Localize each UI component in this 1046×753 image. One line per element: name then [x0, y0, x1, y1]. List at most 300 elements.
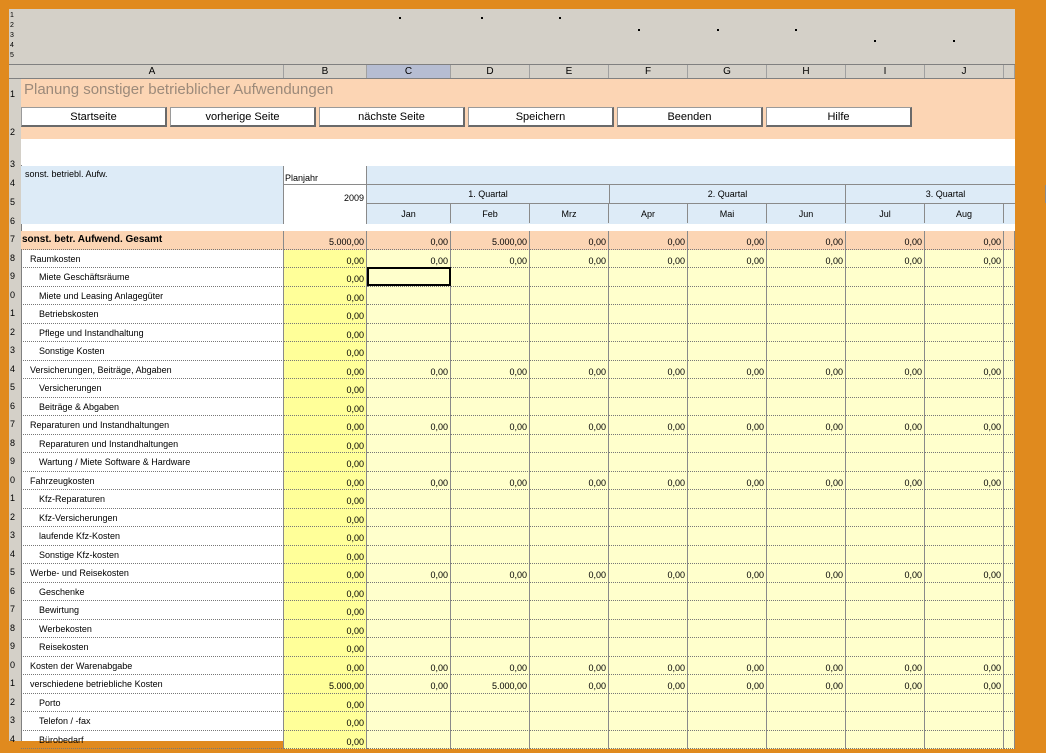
month-cell[interactable]	[609, 453, 688, 472]
month-cell-partial[interactable]	[1004, 250, 1015, 269]
month-cell[interactable]: 0,00	[367, 416, 451, 435]
month-cell[interactable]	[767, 398, 846, 417]
row-label[interactable]: Telefon / -fax	[21, 712, 284, 731]
month-cell[interactable]	[367, 342, 451, 361]
month-cell[interactable]	[925, 620, 1004, 639]
row-label[interactable]: Beiträge & Abgaben	[21, 398, 284, 417]
row-header[interactable]: 4	[10, 733, 16, 744]
month-cell[interactable]: 5.000,00	[451, 231, 530, 250]
month-cell[interactable]	[530, 268, 609, 287]
month-cell[interactable]: 0,00	[688, 472, 767, 491]
month-cell[interactable]	[846, 268, 925, 287]
month-cell-partial[interactable]	[1004, 601, 1015, 620]
month-cell[interactable]: 0,00	[688, 231, 767, 250]
month-cell[interactable]	[925, 694, 1004, 713]
row-label[interactable]: Raumkosten	[21, 250, 284, 269]
month-cell[interactable]	[451, 379, 530, 398]
month-cell[interactable]	[367, 287, 451, 306]
row-header[interactable]: 0	[10, 659, 16, 670]
month-cell[interactable]	[767, 435, 846, 454]
month-cell[interactable]	[846, 490, 925, 509]
row-header[interactable]: 0	[10, 474, 16, 485]
month-cell[interactable]: 0,00	[530, 361, 609, 380]
row-header[interactable]: 4	[10, 548, 16, 559]
month-cell[interactable]: 0,00	[530, 250, 609, 269]
plan-year-cell[interactable]: 0,00	[284, 583, 367, 602]
month-cell[interactable]	[530, 620, 609, 639]
month-cell[interactable]	[609, 379, 688, 398]
month-cell[interactable]: 0,00	[609, 361, 688, 380]
month-cell[interactable]	[530, 694, 609, 713]
outline-marker[interactable]	[717, 29, 719, 31]
row-label[interactable]: Bewirtung	[21, 601, 284, 620]
row-header[interactable]: 8	[10, 252, 16, 263]
plan-year-cell[interactable]: 0,00	[284, 620, 367, 639]
month-cell[interactable]	[609, 694, 688, 713]
month-cell-partial[interactable]	[1004, 527, 1015, 546]
row-header[interactable]: 0	[10, 289, 16, 300]
month-cell[interactable]	[925, 287, 1004, 306]
month-cell[interactable]: 0,00	[767, 231, 846, 250]
month-cell[interactable]: 0,00	[846, 231, 925, 250]
plan-year-cell[interactable]: 0,00	[284, 287, 367, 306]
row-label[interactable]: Versicherungen, Beiträge, Abgaben	[21, 361, 284, 380]
month-cell[interactable]	[767, 546, 846, 565]
month-cell[interactable]: 0,00	[846, 416, 925, 435]
month-cell[interactable]	[925, 601, 1004, 620]
month-cell-partial[interactable]	[1004, 620, 1015, 639]
month-cell[interactable]	[688, 324, 767, 343]
month-cell[interactable]	[767, 638, 846, 657]
month-cell[interactable]	[767, 694, 846, 713]
row-label[interactable]: Miete und Leasing Anlagegüter	[21, 287, 284, 306]
month-cell[interactable]: 0,00	[846, 657, 925, 676]
month-cell[interactable]	[767, 601, 846, 620]
row-header[interactable]: 6	[10, 216, 16, 226]
row-header[interactable]: 7	[10, 604, 16, 614]
month-cell[interactable]	[767, 527, 846, 546]
month-cell[interactable]: 0,00	[925, 250, 1004, 269]
month-cell[interactable]: 0,00	[925, 361, 1004, 380]
month-cell[interactable]	[767, 268, 846, 287]
month-cell[interactable]	[846, 527, 925, 546]
plan-year-cell[interactable]: 0,00	[284, 379, 367, 398]
row-header[interactable]: 9	[10, 456, 16, 466]
month-cell[interactable]	[451, 305, 530, 324]
month-cell[interactable]	[688, 490, 767, 509]
month-cell[interactable]	[530, 398, 609, 417]
month-cell[interactable]	[688, 509, 767, 528]
month-cell[interactable]	[767, 509, 846, 528]
row-label[interactable]: verschiedene betriebliche Kosten	[21, 675, 284, 694]
month-cell[interactable]	[451, 324, 530, 343]
outline-marker[interactable]	[559, 17, 561, 19]
month-cell[interactable]	[767, 453, 846, 472]
month-cell[interactable]	[451, 453, 530, 472]
plan-year-cell[interactable]: 0,00	[284, 324, 367, 343]
month-cell[interactable]: 0,00	[367, 361, 451, 380]
column-header-b[interactable]: B	[284, 65, 367, 78]
plan-year-cell[interactable]: 0,00	[284, 268, 367, 287]
month-cell[interactable]: 0,00	[767, 472, 846, 491]
row-label[interactable]: Reisekosten	[21, 638, 284, 657]
month-cell[interactable]	[609, 601, 688, 620]
plan-year-cell[interactable]: 0,00	[284, 564, 367, 583]
month-cell-partial[interactable]	[1004, 361, 1015, 380]
month-cell[interactable]: 0,00	[609, 675, 688, 694]
month-cell[interactable]: 0,00	[767, 675, 846, 694]
month-cell[interactable]	[530, 324, 609, 343]
month-cell-partial[interactable]	[1004, 379, 1015, 398]
month-cell[interactable]	[767, 490, 846, 509]
plan-year-cell[interactable]: 0,00	[284, 712, 367, 731]
month-cell[interactable]	[846, 324, 925, 343]
row-header[interactable]: 2	[10, 127, 16, 137]
month-cell[interactable]	[609, 546, 688, 565]
month-cell[interactable]	[846, 398, 925, 417]
outline-level-button[interactable]: 5	[10, 52, 14, 59]
row-label[interactable]: Geschenke	[21, 583, 284, 602]
column-header-c[interactable]: C	[367, 65, 451, 78]
month-cell-partial[interactable]	[1004, 712, 1015, 731]
startseite-button[interactable]: Startseite	[21, 107, 167, 127]
row-header[interactable]: 2	[10, 511, 16, 522]
month-cell[interactable]	[846, 583, 925, 602]
month-cell[interactable]	[451, 435, 530, 454]
month-cell[interactable]: 0,00	[367, 250, 451, 269]
month-cell[interactable]	[925, 546, 1004, 565]
month-cell[interactable]: 0,00	[451, 361, 530, 380]
outline-level-button[interactable]: 3	[10, 32, 14, 39]
month-cell[interactable]: 0,00	[451, 564, 530, 583]
month-cell[interactable]	[925, 453, 1004, 472]
month-cell-partial[interactable]	[1004, 268, 1015, 287]
outline-level-button[interactable]: 2	[10, 22, 14, 29]
month-cell[interactable]	[925, 509, 1004, 528]
row-header[interactable]: 8	[10, 437, 16, 448]
month-cell-partial[interactable]	[1004, 657, 1015, 676]
row-label[interactable]: Werbekosten	[21, 620, 284, 639]
outline-marker[interactable]	[953, 40, 955, 42]
month-cell[interactable]	[609, 731, 688, 750]
month-cell[interactable]	[846, 435, 925, 454]
month-cell[interactable]	[925, 398, 1004, 417]
column-header-j[interactable]: J	[925, 65, 1004, 78]
month-cell[interactable]	[925, 712, 1004, 731]
month-cell[interactable]	[688, 453, 767, 472]
plan-year-cell[interactable]: 0,00	[284, 250, 367, 269]
month-cell[interactable]	[367, 694, 451, 713]
column-header-h[interactable]: H	[767, 65, 846, 78]
month-cell[interactable]	[767, 324, 846, 343]
row-header[interactable]: 5	[10, 197, 16, 207]
month-cell[interactable]: 0,00	[925, 657, 1004, 676]
month-cell[interactable]	[609, 490, 688, 509]
month-cell-partial[interactable]	[1004, 231, 1015, 250]
row-header[interactable]: 5	[10, 567, 16, 577]
month-cell[interactable]	[688, 527, 767, 546]
month-cell[interactable]: 0,00	[846, 361, 925, 380]
month-cell[interactable]	[846, 342, 925, 361]
month-cell-partial[interactable]	[1004, 638, 1015, 657]
month-cell[interactable]	[367, 527, 451, 546]
month-cell[interactable]	[925, 731, 1004, 750]
month-cell[interactable]	[530, 490, 609, 509]
month-cell[interactable]	[688, 731, 767, 750]
month-cell[interactable]	[688, 694, 767, 713]
month-cell[interactable]	[530, 546, 609, 565]
column-header-a[interactable]: A	[21, 65, 284, 78]
previous-page-button[interactable]: vorherige Seite	[170, 107, 316, 127]
month-cell[interactable]: 0,00	[530, 231, 609, 250]
row-label[interactable]: Pflege und Instandhaltung	[21, 324, 284, 343]
month-cell[interactable]: 0,00	[609, 564, 688, 583]
month-cell[interactable]	[451, 694, 530, 713]
month-cell[interactable]: 0,00	[451, 472, 530, 491]
month-cell[interactable]	[925, 379, 1004, 398]
row-label[interactable]: Bürobedarf	[21, 731, 284, 750]
month-cell[interactable]	[609, 638, 688, 657]
column-header-f[interactable]: F	[609, 65, 688, 78]
month-cell[interactable]	[925, 527, 1004, 546]
month-cell[interactable]: 0,00	[846, 472, 925, 491]
outline-level-button[interactable]: 4	[10, 42, 14, 49]
month-cell[interactable]	[530, 601, 609, 620]
row-header[interactable]: 3	[10, 345, 16, 355]
month-cell[interactable]	[846, 601, 925, 620]
month-cell[interactable]	[367, 398, 451, 417]
plan-year-cell[interactable]: 0,00	[284, 472, 367, 491]
month-cell[interactable]	[846, 638, 925, 657]
month-cell[interactable]	[767, 731, 846, 750]
row-label[interactable]: Betriebskosten	[21, 305, 284, 324]
month-cell[interactable]	[767, 342, 846, 361]
quit-button[interactable]: Beenden	[617, 107, 763, 127]
month-cell[interactable]	[367, 268, 451, 287]
plan-year-cell[interactable]: 0,00	[284, 694, 367, 713]
month-cell[interactable]	[925, 490, 1004, 509]
month-cell[interactable]	[925, 342, 1004, 361]
month-cell[interactable]	[367, 490, 451, 509]
plan-year-cell[interactable]: 0,00	[284, 305, 367, 324]
month-cell[interactable]	[767, 379, 846, 398]
help-button[interactable]: Hilfe	[766, 107, 912, 127]
month-cell[interactable]: 0,00	[367, 231, 451, 250]
month-cell[interactable]: 0,00	[451, 250, 530, 269]
month-cell[interactable]: 0,00	[688, 250, 767, 269]
month-cell[interactable]	[846, 731, 925, 750]
row-header[interactable]: 6	[10, 585, 16, 596]
month-cell[interactable]	[767, 583, 846, 602]
outline-level-button[interactable]: 1	[10, 12, 14, 19]
month-cell-partial[interactable]	[1004, 731, 1015, 750]
month-cell[interactable]: 0,00	[767, 416, 846, 435]
month-cell[interactable]	[609, 435, 688, 454]
month-cell[interactable]	[367, 601, 451, 620]
month-cell[interactable]: 0,00	[367, 472, 451, 491]
month-cell[interactable]: 0,00	[367, 657, 451, 676]
month-cell[interactable]: 0,00	[925, 564, 1004, 583]
month-cell[interactable]	[367, 435, 451, 454]
month-cell[interactable]: 0,00	[609, 657, 688, 676]
month-cell-partial[interactable]	[1004, 509, 1015, 528]
month-cell[interactable]	[451, 731, 530, 750]
month-cell[interactable]	[451, 620, 530, 639]
row-label[interactable]: Fahrzeugkosten	[21, 472, 284, 491]
month-cell[interactable]: 0,00	[925, 472, 1004, 491]
row-header[interactable]: 6	[10, 400, 16, 411]
month-cell[interactable]	[925, 305, 1004, 324]
month-cell[interactable]	[367, 638, 451, 657]
month-cell[interactable]	[451, 601, 530, 620]
month-cell[interactable]	[688, 342, 767, 361]
month-cell[interactable]	[530, 731, 609, 750]
month-cell[interactable]	[846, 287, 925, 306]
month-cell[interactable]	[688, 712, 767, 731]
row-label[interactable]: Kfz-Reparaturen	[21, 490, 284, 509]
month-cell[interactable]	[530, 342, 609, 361]
month-cell[interactable]: 0,00	[451, 657, 530, 676]
month-cell[interactable]	[451, 712, 530, 731]
column-header-d[interactable]: D	[451, 65, 530, 78]
plan-year-cell[interactable]: 0,00	[284, 490, 367, 509]
row-label[interactable]: Sonstige Kosten	[21, 342, 284, 361]
row-label[interactable]: Versicherungen	[21, 379, 284, 398]
plan-year-cell[interactable]: 0,00	[284, 731, 367, 750]
row-label[interactable]: Werbe- und Reisekosten	[21, 564, 284, 583]
month-cell[interactable]	[609, 342, 688, 361]
month-cell[interactable]	[367, 379, 451, 398]
save-button[interactable]: Speichern	[468, 107, 614, 127]
month-cell[interactable]	[846, 620, 925, 639]
month-cell[interactable]: 0,00	[530, 472, 609, 491]
row-header[interactable]: 4	[10, 178, 16, 188]
row-label[interactable]: laufende Kfz-Kosten	[21, 527, 284, 546]
month-cell-partial[interactable]	[1004, 305, 1015, 324]
month-cell[interactable]	[367, 546, 451, 565]
month-cell[interactable]: 0,00	[846, 564, 925, 583]
month-cell[interactable]	[530, 509, 609, 528]
month-cell[interactable]: 0,00	[846, 675, 925, 694]
month-cell[interactable]	[688, 305, 767, 324]
month-cell[interactable]	[451, 342, 530, 361]
month-cell[interactable]	[846, 305, 925, 324]
month-cell[interactable]	[367, 731, 451, 750]
month-cell[interactable]	[688, 546, 767, 565]
month-cell-partial[interactable]	[1004, 490, 1015, 509]
month-cell[interactable]	[609, 268, 688, 287]
month-cell[interactable]	[609, 712, 688, 731]
row-header[interactable]: 2	[10, 326, 16, 337]
plan-year-cell[interactable]: 0,00	[284, 361, 367, 380]
month-cell[interactable]: 0,00	[530, 416, 609, 435]
month-cell[interactable]	[367, 620, 451, 639]
month-cell[interactable]: 0,00	[846, 250, 925, 269]
column-header-i[interactable]: I	[846, 65, 925, 78]
month-cell[interactable]	[609, 509, 688, 528]
row-label[interactable]: Kosten der Warenabgabe	[21, 657, 284, 676]
plan-year-cell[interactable]: 0,00	[284, 416, 367, 435]
row-header[interactable]: 3	[10, 159, 16, 169]
month-cell[interactable]	[451, 509, 530, 528]
month-cell[interactable]	[451, 398, 530, 417]
month-cell[interactable]: 0,00	[767, 564, 846, 583]
month-cell[interactable]	[530, 712, 609, 731]
month-cell[interactable]	[530, 527, 609, 546]
plan-year-cell[interactable]: 5.000,00	[284, 231, 367, 250]
month-cell[interactable]: 5.000,00	[451, 675, 530, 694]
month-cell[interactable]	[767, 305, 846, 324]
month-cell[interactable]	[530, 435, 609, 454]
row-header[interactable]: 2	[10, 696, 16, 707]
row-header[interactable]: 1	[10, 308, 16, 318]
outline-marker[interactable]	[795, 29, 797, 31]
month-cell[interactable]	[530, 379, 609, 398]
row-header[interactable]: 9	[10, 641, 16, 651]
month-cell[interactable]: 0,00	[925, 416, 1004, 435]
month-cell[interactable]	[925, 324, 1004, 343]
month-cell[interactable]	[767, 712, 846, 731]
month-cell[interactable]: 0,00	[767, 361, 846, 380]
column-header-e[interactable]: E	[530, 65, 609, 78]
month-cell[interactable]	[609, 324, 688, 343]
month-cell[interactable]: 0,00	[609, 231, 688, 250]
month-cell[interactable]	[846, 694, 925, 713]
plan-year-cell[interactable]: 0,00	[284, 601, 367, 620]
month-cell[interactable]	[688, 287, 767, 306]
month-cell[interactable]: 0,00	[688, 416, 767, 435]
month-cell[interactable]: 0,00	[767, 250, 846, 269]
month-cell[interactable]	[609, 583, 688, 602]
month-cell[interactable]: 0,00	[530, 564, 609, 583]
month-cell[interactable]	[367, 305, 451, 324]
month-cell[interactable]: 0,00	[367, 675, 451, 694]
row-header[interactable]: 1	[10, 678, 16, 688]
plan-year-cell[interactable]: 0,00	[284, 638, 367, 657]
month-cell[interactable]	[925, 435, 1004, 454]
month-cell[interactable]: 0,00	[925, 675, 1004, 694]
outline-marker[interactable]	[874, 40, 876, 42]
month-cell-partial[interactable]	[1004, 398, 1015, 417]
month-cell[interactable]	[925, 583, 1004, 602]
month-cell[interactable]	[451, 287, 530, 306]
column-header-partial[interactable]	[1004, 65, 1015, 78]
row-header[interactable]: 4	[10, 363, 16, 374]
plan-year-cell[interactable]: 0,00	[284, 435, 367, 454]
row-label[interactable]: Miete Geschäftsräume	[21, 268, 284, 287]
month-cell[interactable]	[367, 712, 451, 731]
month-cell[interactable]	[688, 638, 767, 657]
month-cell[interactable]	[451, 583, 530, 602]
month-cell[interactable]	[767, 620, 846, 639]
month-cell[interactable]	[688, 583, 767, 602]
month-cell[interactable]	[451, 546, 530, 565]
row-label[interactable]: Wartung / Miete Software & Hardware	[21, 453, 284, 472]
month-cell-partial[interactable]	[1004, 342, 1015, 361]
month-cell[interactable]	[925, 268, 1004, 287]
plan-year-cell[interactable]: 0,00	[284, 527, 367, 546]
month-cell[interactable]	[367, 509, 451, 528]
month-cell[interactable]	[530, 287, 609, 306]
next-page-button[interactable]: nächste Seite	[319, 107, 465, 127]
month-cell-partial[interactable]	[1004, 583, 1015, 602]
outline-marker[interactable]	[481, 17, 483, 19]
month-cell[interactable]	[530, 638, 609, 657]
month-cell[interactable]	[609, 527, 688, 546]
month-cell[interactable]: 0,00	[530, 675, 609, 694]
month-cell-partial[interactable]	[1004, 453, 1015, 472]
month-cell[interactable]	[530, 453, 609, 472]
